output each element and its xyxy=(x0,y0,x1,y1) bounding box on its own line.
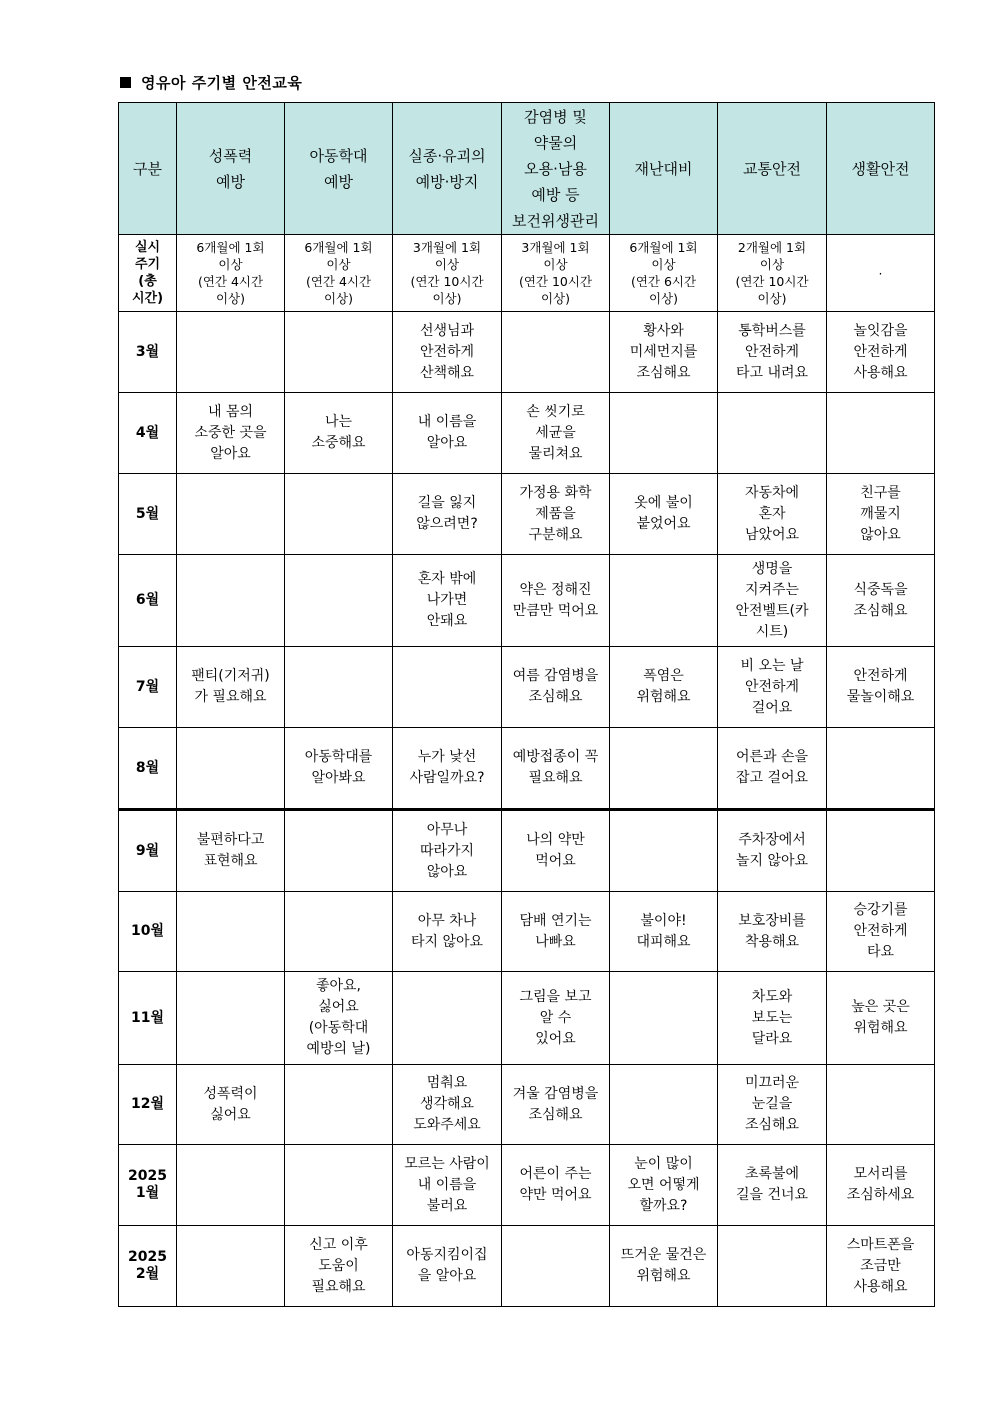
table-cell xyxy=(610,393,718,474)
table-cell xyxy=(610,555,718,647)
table-cell: 담배 연기는 나빠요 xyxy=(502,892,610,972)
table-cell xyxy=(502,1226,610,1307)
header-row xyxy=(119,103,935,235)
table-cell: 여름 감염병을 조심해요 xyxy=(502,647,610,728)
table-cell: 혼자 밖에 나가면 안돼요 xyxy=(393,555,502,647)
header-sexual-violence: 성폭력 예방 xyxy=(177,103,285,235)
table-cell: 아동지킴이집 을 알아요 xyxy=(393,1226,502,1307)
table-cell xyxy=(718,393,827,474)
table-cell xyxy=(177,555,285,647)
table-cell: 누가 낯선 사람일까요? xyxy=(393,728,502,810)
table-cell: 그림을 보고 알 수 있어요 xyxy=(502,972,610,1065)
table-cell xyxy=(827,393,935,474)
table-cell: 미끄러운 눈길을 조심해요 xyxy=(718,1065,827,1145)
header-child-abuse: 아동학대 예방 xyxy=(285,103,393,235)
section-heading xyxy=(120,72,302,93)
table-cell: 아무 차나 타지 않아요 xyxy=(393,892,502,972)
table-cell xyxy=(393,647,502,728)
table-cell: 길을 잃지 않으려면? xyxy=(393,474,502,555)
month-label: 5월 xyxy=(119,474,177,555)
table-cell: 약은 정해진 만큼만 먹어요 xyxy=(502,555,610,647)
header-missing-kidnap: 실종·유괴의 예방·방지 xyxy=(393,103,502,235)
month-row xyxy=(119,728,935,810)
table-cell: · xyxy=(827,235,935,312)
table-cell xyxy=(177,972,285,1065)
table-cell xyxy=(177,728,285,810)
table-cell xyxy=(285,892,393,972)
header-category: 구분 xyxy=(119,103,177,235)
month-label: 8월 xyxy=(119,728,177,810)
month-row xyxy=(119,474,935,555)
month-row xyxy=(119,555,935,647)
table-cell xyxy=(610,728,718,810)
table-cell: 주차장에서 놀지 않아요 xyxy=(718,810,827,892)
month-row xyxy=(119,972,935,1065)
table-cell xyxy=(393,972,502,1065)
table-cell: 아무나 따라가지 않아요 xyxy=(393,810,502,892)
table-cell: 보호장비를 착용해요 xyxy=(718,892,827,972)
table-cell: 눈이 많이 오면 어떻게 할까요? xyxy=(610,1145,718,1226)
table-cell: 불이야! 대피해요 xyxy=(610,892,718,972)
month-label: 6월 xyxy=(119,555,177,647)
table-cell xyxy=(502,312,610,393)
month-label: 2025 2월 xyxy=(119,1226,177,1307)
month-row xyxy=(119,1065,935,1145)
month-row xyxy=(119,810,935,892)
square-bullet-icon xyxy=(120,77,131,88)
table-cell: 멈춰요 생각해요 도와주세요 xyxy=(393,1065,502,1145)
table-cell: 팬티(기저귀) 가 필요해요 xyxy=(177,647,285,728)
table-cell xyxy=(610,1065,718,1145)
safety-education-table xyxy=(118,102,935,1307)
table-cell: 차도와 보도는 달라요 xyxy=(718,972,827,1065)
table-cell: 나의 약만 먹어요 xyxy=(502,810,610,892)
table-cell: 나는 소중해요 xyxy=(285,393,393,474)
table-cell: 선생님과 안전하게 산책해요 xyxy=(393,312,502,393)
month-row xyxy=(119,393,935,474)
month-row xyxy=(119,312,935,393)
month-label: 10월 xyxy=(119,892,177,972)
table-cell: 6개월에 1회 이상 (연간 6시간 이상) xyxy=(610,235,718,312)
table-cell: 초록불에 길을 건너요 xyxy=(718,1145,827,1226)
table-cell xyxy=(177,1226,285,1307)
table-cell xyxy=(285,1145,393,1226)
table-cell: 스마트폰을 조금만 사용해요 xyxy=(827,1226,935,1307)
month-row xyxy=(119,647,935,728)
cycle-row-label: 실시 주기 (총 시간) xyxy=(119,235,177,312)
table-cell xyxy=(285,647,393,728)
month-label: 11월 xyxy=(119,972,177,1065)
table-cell: 겨울 감염병을 조심해요 xyxy=(502,1065,610,1145)
table-cell: 불편하다고 표현해요 xyxy=(177,810,285,892)
month-label: 12월 xyxy=(119,1065,177,1145)
table-cell: 높은 곳은 위험해요 xyxy=(827,972,935,1065)
table-cell xyxy=(177,892,285,972)
table-cell: 식중독을 조심해요 xyxy=(827,555,935,647)
table-cell: 승강기를 안전하게 타요 xyxy=(827,892,935,972)
table-cell: 폭염은 위험해요 xyxy=(610,647,718,728)
table-cell: 가정용 화학 제품을 구분해요 xyxy=(502,474,610,555)
table-cell: 어른이 주는 약만 먹어요 xyxy=(502,1145,610,1226)
table-cell: 좋아요, 싫어요 (아동학대 예방의 날) xyxy=(285,972,393,1065)
table-cell xyxy=(177,474,285,555)
header-disaster: 재난대비 xyxy=(610,103,718,235)
cycle-row xyxy=(119,235,935,312)
table-cell: 6개월에 1회 이상 (연간 4시간 이상) xyxy=(285,235,393,312)
table-cell xyxy=(177,312,285,393)
table-cell: 2개월에 1회 이상 (연간 10시간 이상) xyxy=(718,235,827,312)
table-cell: 놀잇감을 안전하게 사용해요 xyxy=(827,312,935,393)
month-label: 7월 xyxy=(119,647,177,728)
heading-text: 영유아 주기별 안전교육 xyxy=(141,74,303,92)
month-label: 4월 xyxy=(119,393,177,474)
table-cell xyxy=(827,810,935,892)
table-cell xyxy=(177,1145,285,1226)
table-cell xyxy=(285,1065,393,1145)
table-cell: 성폭력이 싫어요 xyxy=(177,1065,285,1145)
table-cell xyxy=(827,728,935,810)
table-cell: 모르는 사람이 내 이름을 불러요 xyxy=(393,1145,502,1226)
table-cell: 자동차에 혼자 남았어요 xyxy=(718,474,827,555)
table-cell xyxy=(827,1065,935,1145)
table-cell: 3개월에 1회 이상 (연간 10시간 이상) xyxy=(393,235,502,312)
table-cell xyxy=(285,810,393,892)
table-cell xyxy=(610,810,718,892)
month-row xyxy=(119,892,935,972)
table-cell: 내 몸의 소중한 곳을 알아요 xyxy=(177,393,285,474)
table-cell: 황사와 미세먼지를 조심해요 xyxy=(610,312,718,393)
table-cell: 신고 이후 도움이 필요해요 xyxy=(285,1226,393,1307)
table-cell: 내 이름을 알아요 xyxy=(393,393,502,474)
table-cell xyxy=(285,312,393,393)
table-cell: 아동학대를 알아봐요 xyxy=(285,728,393,810)
table-cell xyxy=(610,972,718,1065)
header-health-hygiene: 감염병 및 약물의 오용·남용 예방 등 보건위생관리 xyxy=(502,103,610,235)
month-row xyxy=(119,1145,935,1226)
table-cell: 통학버스를 안전하게 타고 내려요 xyxy=(718,312,827,393)
table-cell xyxy=(285,474,393,555)
table-cell: 6개월에 1회 이상 (연간 4시간 이상) xyxy=(177,235,285,312)
table-cell xyxy=(285,555,393,647)
month-label: 9월 xyxy=(119,810,177,892)
header-traffic: 교통안전 xyxy=(718,103,827,235)
table-cell: 모서리를 조심하세요 xyxy=(827,1145,935,1226)
table-cell xyxy=(718,1226,827,1307)
table-cell: 비 오는 날 안전하게 걸어요 xyxy=(718,647,827,728)
table-cell: 생명을 지켜주는 안전벨트(카 시트) xyxy=(718,555,827,647)
table-cell: 친구를 깨물지 않아요 xyxy=(827,474,935,555)
table-cell: 3개월에 1회 이상 (연간 10시간 이상) xyxy=(502,235,610,312)
month-label: 3월 xyxy=(119,312,177,393)
table-cell: 안전하게 물놀이해요 xyxy=(827,647,935,728)
header-life-safety: 생활안전 xyxy=(827,103,935,235)
table-cell: 옷에 불이 붙었어요 xyxy=(610,474,718,555)
table-cell: 뜨거운 물건은 위험해요 xyxy=(610,1226,718,1307)
table-cell: 예방접종이 꼭 필요해요 xyxy=(502,728,610,810)
month-row xyxy=(119,1226,935,1307)
table-cell: 손 씻기로 세균을 물리쳐요 xyxy=(502,393,610,474)
month-label: 2025 1월 xyxy=(119,1145,177,1226)
table-cell: 어른과 손을 잡고 걸어요 xyxy=(718,728,827,810)
